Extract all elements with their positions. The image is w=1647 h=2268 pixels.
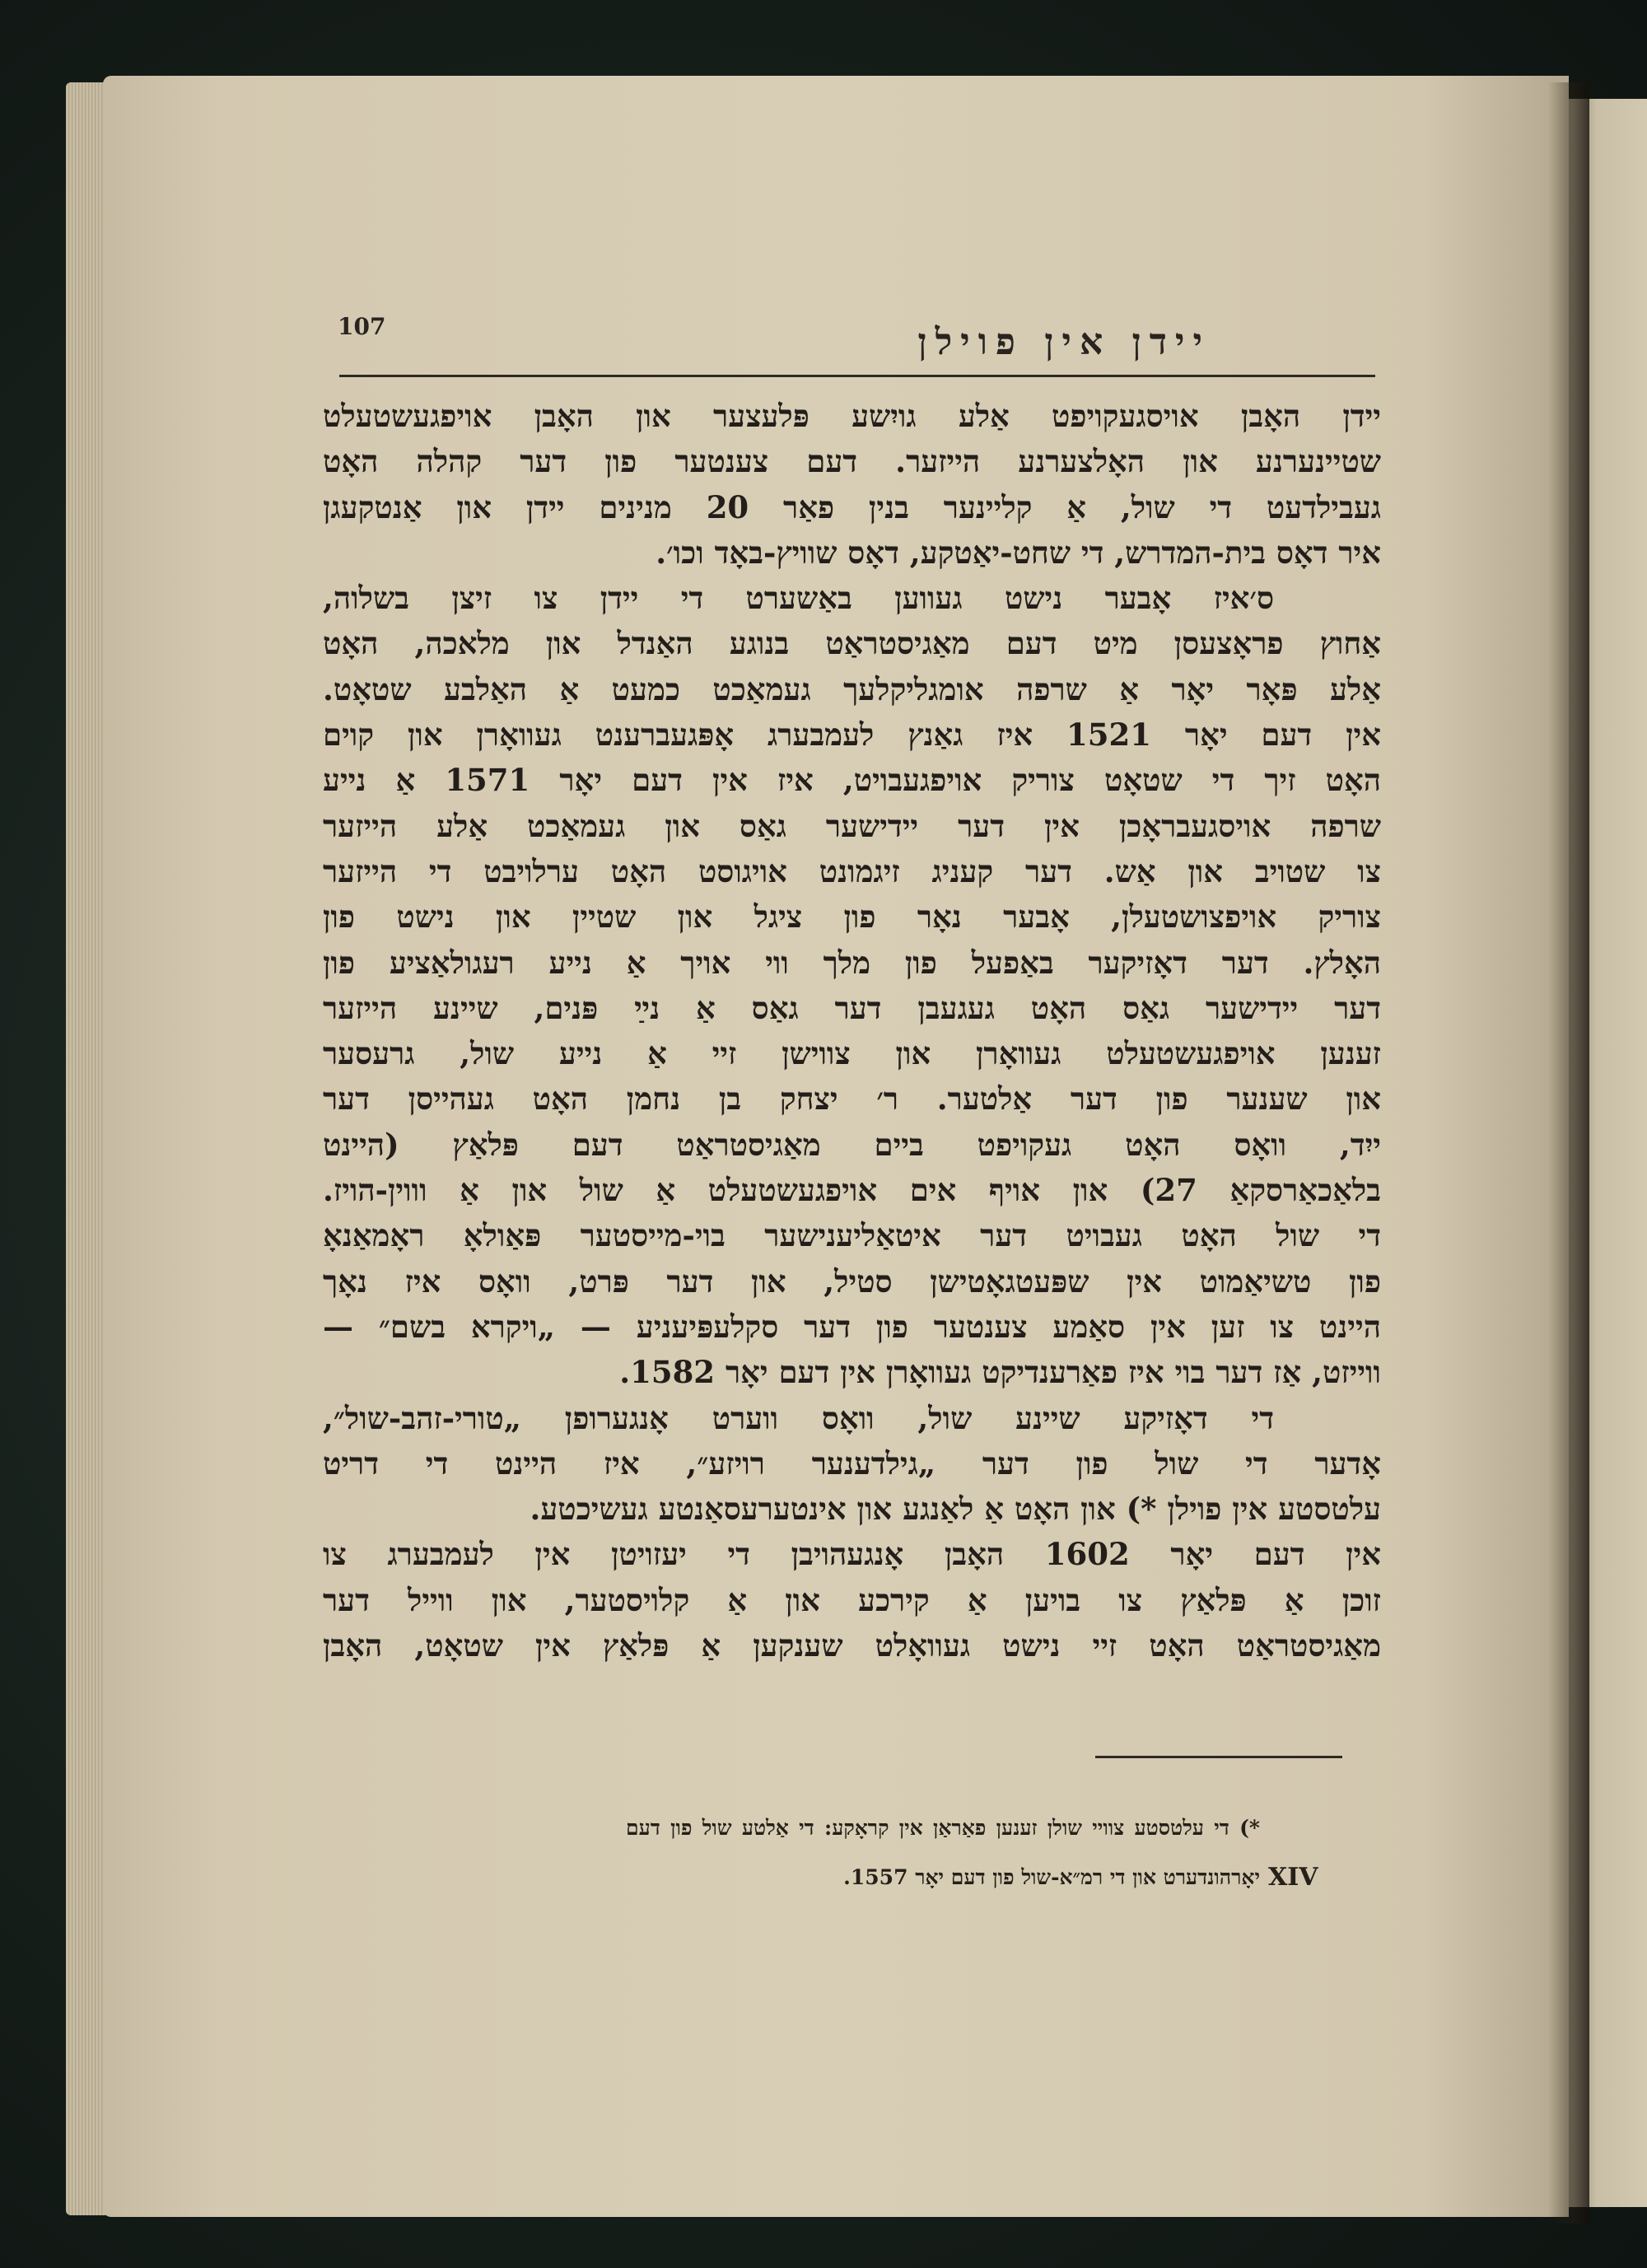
text-line: שטיינערנע און האָלצערנע הייזער. דעם צענטער פון דער קהלה האָט (323, 443, 1381, 480)
spine-shadow (1548, 82, 1589, 2224)
text-line: ס׳איז אָבער נישט געווען באַשערט די יידן צו זיצן בשלוה, (323, 580, 1274, 617)
footnote (626, 1804, 1260, 1902)
text-line: בלאַכאַרסקאַ 27) און אויף אים אויפגעשטעלט אַ שול און אַ וווין-הויז. (323, 1172, 1381, 1209)
text-line: האָט זיך די שטאָט צוריק אויפגעבויט, איז אין דעם יאָר 1571 אַ נייע (323, 762, 1381, 799)
text-line: צו שטויב און אַש. דער קעניג זיגמונט אויגוסט האָט ערלויבט די הייזער (323, 852, 1381, 889)
footnote-rule (1095, 1756, 1342, 1758)
text-line: אַחוץ פראָצעסן מיט דעם מאַגיסטראַט בנוגע האַנדל און מלאכה, האָט (323, 625, 1381, 662)
text-line: איר דאָס בית-המדרש, די שחט-יאַטקע, דאָס שוויץ-באָד וכו׳. (656, 534, 1381, 571)
text-line: היינט צו זען אין סאַמע צענטער פון דער סקלעפּיעניע — „ויקרא בשם״ — (323, 1308, 1381, 1345)
text-line: עלטסטע אין פוילן *) און האָט אַ לאַנגע און אינטערעסאַנטע געשיכטע. (530, 1491, 1381, 1528)
text-line: אָדער די שול פון דער „גילדענער רויזע״, איז היינט די דריט (323, 1444, 1381, 1482)
text-line: אין דעם יאָר 1521 איז גאַנץ לעמבערג אָפּגעברענט געוואָרן און קוים (323, 716, 1381, 754)
text-line: געבילדעט די שול, אַ קליינער בנין פאַר 20 מנינים יידן און אַנטקעגן (323, 488, 1381, 525)
text-line: פון טשיאַמוט אין שפּעטגאָטישן סטיל, און דער פּרט, וואָס איז נאָך (323, 1262, 1381, 1300)
body-text (323, 394, 1381, 1668)
text-line: אַלע פּאָר יאָר אַ שרפה אומגליקלעך געמאַכט כמעט אַ האַלבע שטאָט. (323, 670, 1381, 707)
text-line: מאַגיסטראַט האָט זיי נישט געוואָלט שענקען אַ פּלאַץ אין שטאָט, האָבן (323, 1627, 1381, 1664)
footnote-line: יאָרהונדערט און די רמ״א-שול פון דעם יאָר 1557. (843, 1865, 1260, 1889)
text-line: די דאָזיקע שיינע שול, וואָס ווערט אָנגערופן „טורי-זהב-שול״, (323, 1399, 1274, 1436)
text-line: די שול האָט געבויט דער איטאַליענישער בוי-מייסטער פּאַולאָ ראָמאַנאָ (323, 1217, 1381, 1254)
header-rule (339, 375, 1375, 377)
signature-mark: XIV (1268, 1863, 1318, 1892)
text-line: און שענער פון דער אַלטער. ר׳ יצחק בן נחמן האָט געהייסן דער (323, 1080, 1381, 1118)
text-line: דער יידישער גאַס האָט געגעבן דער גאַס אַ נײַ פּנים, שיינע הייזער (323, 989, 1381, 1026)
text-line: שרפה אויסגעבראָכן אין דער יידישער גאַס און געמאַכט אַלע הייזער (323, 807, 1381, 844)
text-line: ווייזט, אַז דער בוי איז פאַרענדיקט געוואָרן אין דעם יאָר 1582. (619, 1354, 1381, 1391)
running-title: יידן אין פוילן (917, 321, 1211, 363)
footnote-line: *) די עלטסטע צוויי שולן זענען פאַראַן אין קראָקע: די אַלטע שול פון דעם (626, 1816, 1260, 1840)
text-line: צוריק אויפצושטעלן, אָבער נאָר פון ציגל און שטיין און נישט פון (323, 898, 1381, 936)
text-line: אין דעם יאָר 1602 האָבן אָנגעהויבן די יעזויטן אין לעמבערג צו (323, 1536, 1381, 1573)
text-line: ייִד, וואָס האָט געקויפט ביים מאַגיסטראַט דעם פּלאַץ (היינט (323, 1126, 1381, 1163)
text-line: יידן האָבן אויסגעקויפט אַלע גויִשע פּלעצער און האָבן אויפגעשטעלט (323, 398, 1381, 434)
page-header (338, 305, 1375, 379)
page-number: 107 (338, 313, 386, 340)
text-line: זוכן אַ פּלאַץ צו בויען אַ קירכע און אַ קלויסטער, און ווייל דער (323, 1581, 1381, 1618)
text-line: זענען אויפגעשטעלט געוואָרן און צווישן זיי אַ נייע שול, גרעסער (323, 1035, 1381, 1072)
text-line: האָלץ. דער דאָזיקער באַפעל פון מלך ווי אויך אַ נייע רעגולאַציע פון (323, 944, 1381, 981)
